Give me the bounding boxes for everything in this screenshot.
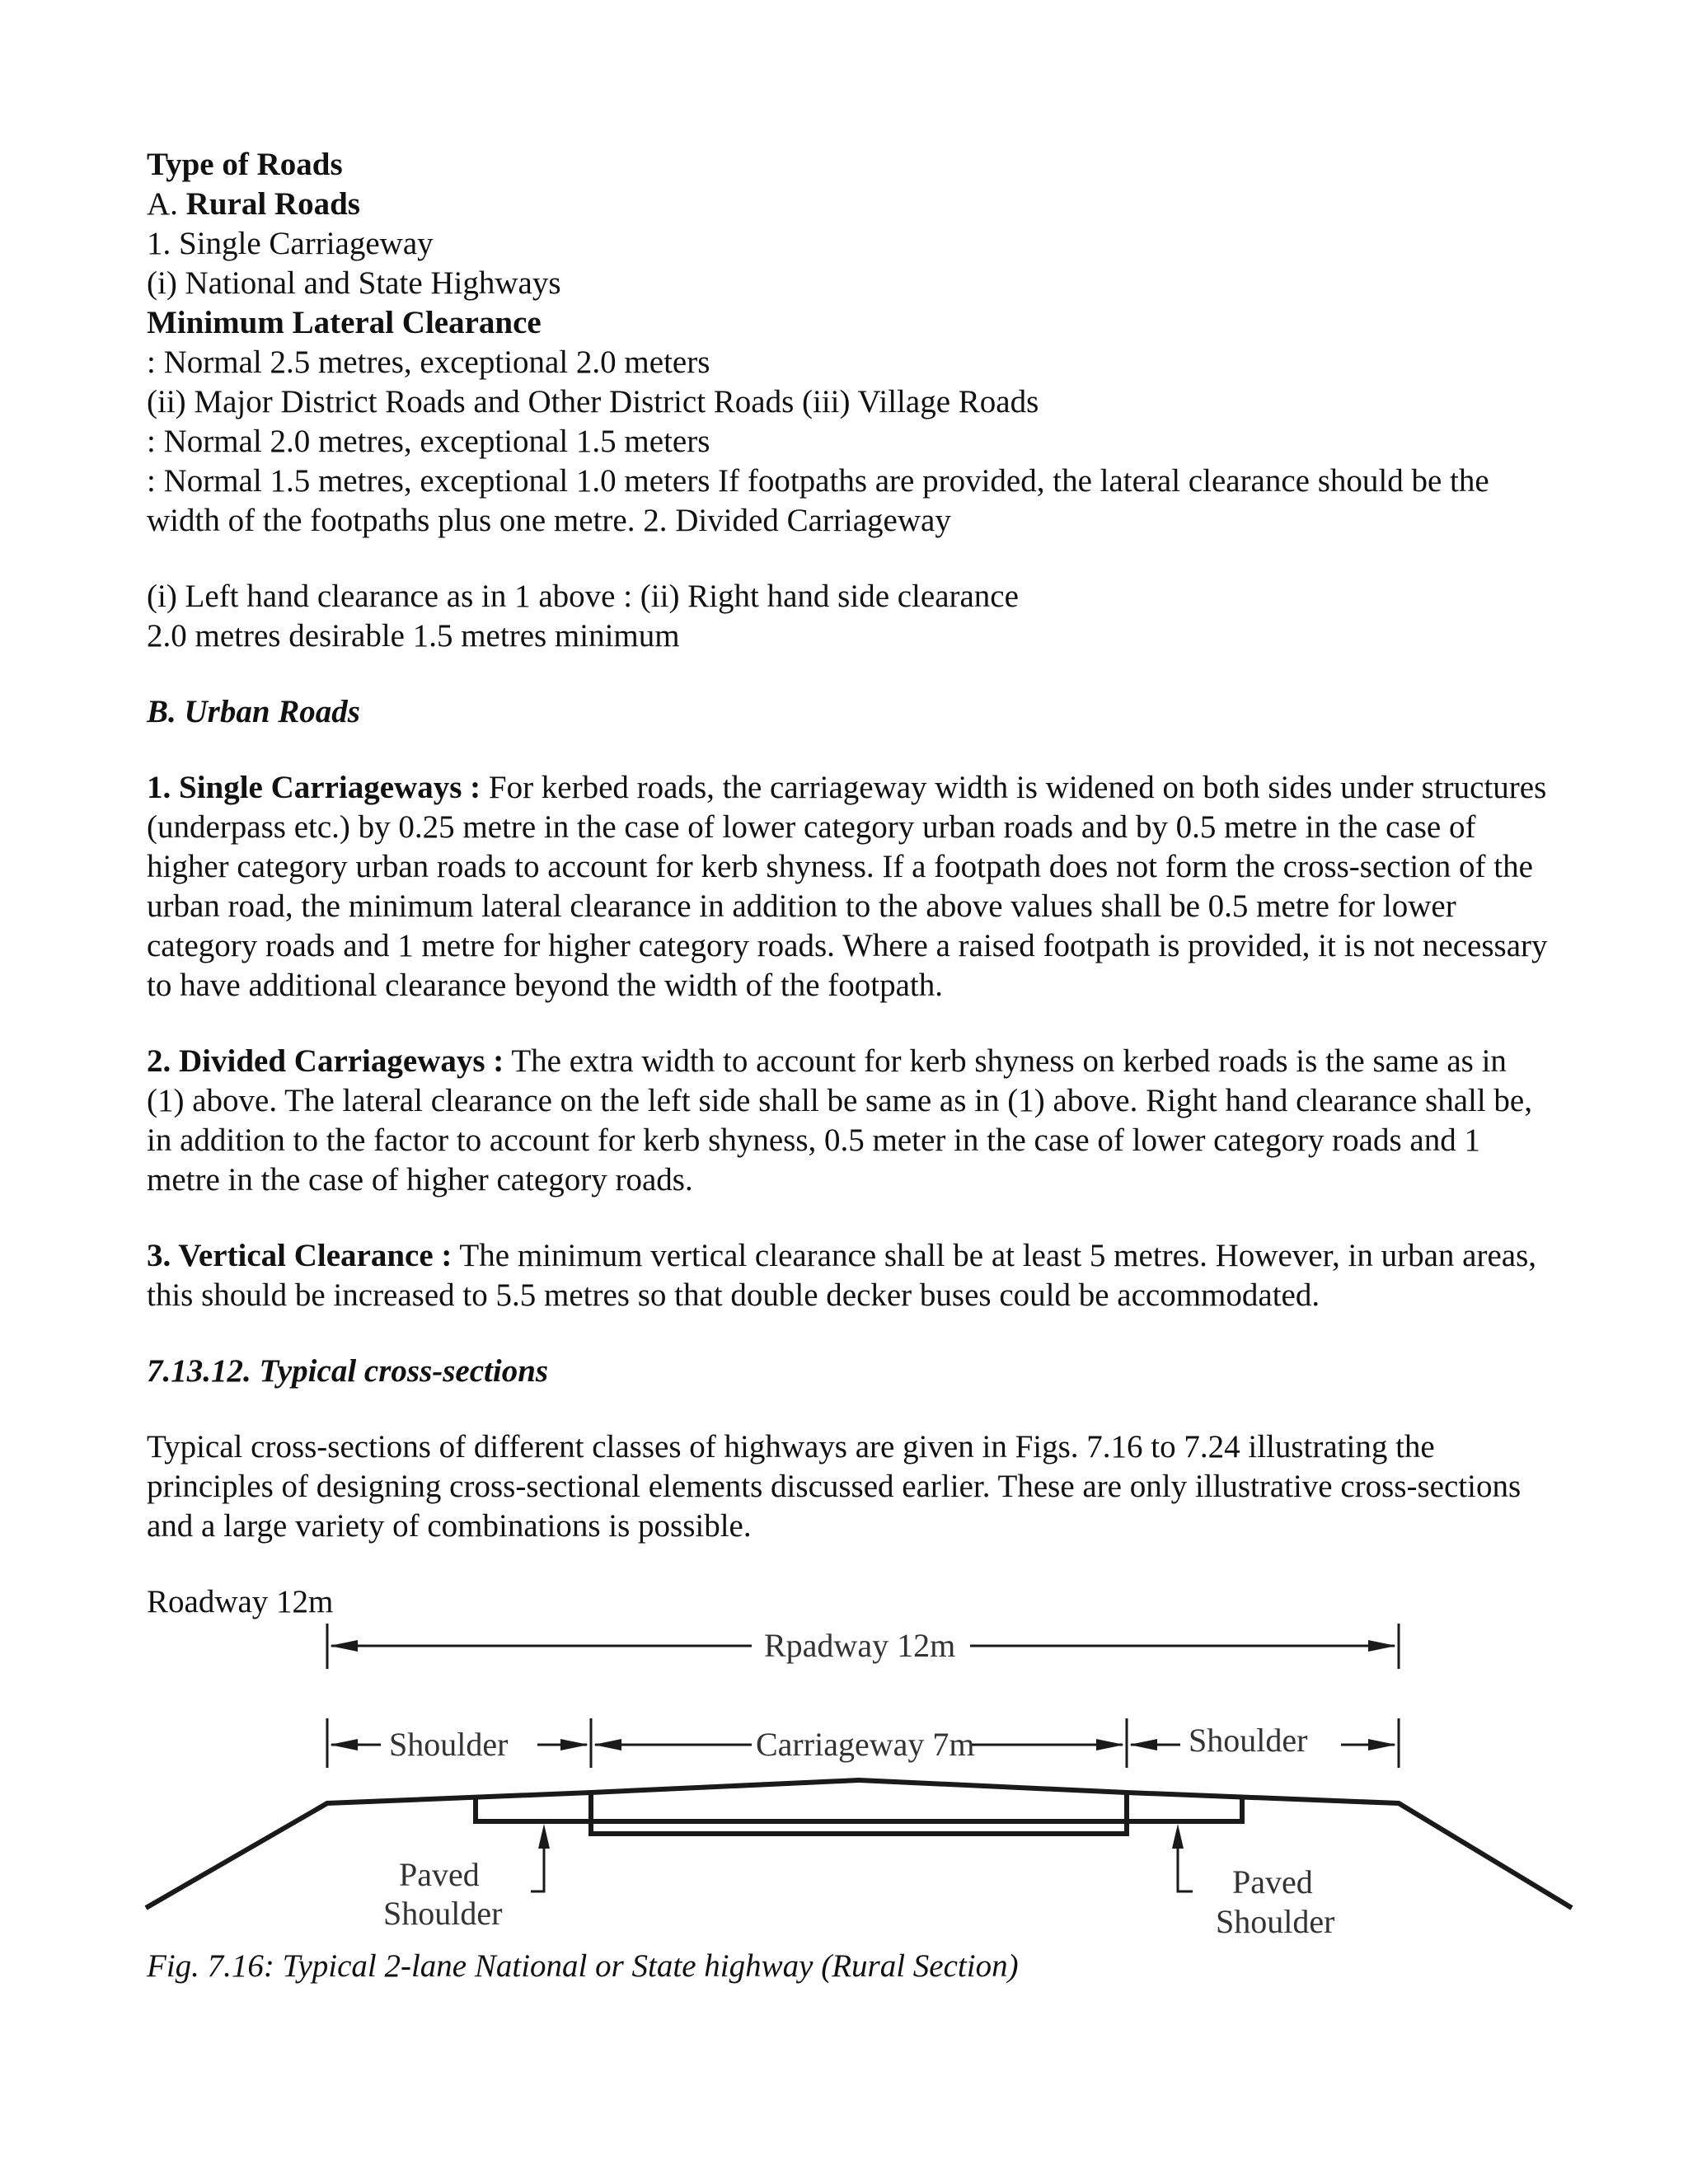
figure-caption: Fig. 7.16: Typical 2-lane National or State highway (Rural Section)	[147, 1948, 1019, 1984]
section-title: Type of Roads	[147, 147, 343, 182]
cross-section-figure	[142, 1603, 1592, 1953]
national-state-item: (i) National and State Highways	[147, 265, 561, 301]
paved-left-label: Paved	[399, 1856, 480, 1893]
left-right-clearance-text: (i) Left hand clearance as in 1 above : (ii) Right hand side clearance	[147, 579, 1019, 614]
road-profile	[146, 1780, 1572, 1908]
paved-right-label: Paved	[1232, 1863, 1313, 1900]
urban-single-paragraph: 1. Single Carriageways : For kerbed roads, the carriageway width is widened on both sides under structures (underpass etc.) by 0.25 metre in the case of lower category urban roads and by 0.5 metre in the case of higher category urban roads to account for kerb shyness. If a footpath does not form the cross-section of the urban road, the minimum lateral clearance in addition to the above values shall be 0.5 metre for lower category roads and 1 metre for higher category roads. Where a raised footpath is provided, it is not necessary to have additional clearance beyond the width of the footpath.	[147, 770, 1548, 1003]
urban-divided-paragraph: 2. Divided Carriageways : The extra width to account for kerb shyness on kerbed roads is the same as in (1) above. The lateral clearance on the left side shall be same as in (1) above. Right hand clearance shall be, in addition to the factor to account for kerb shyness, 0.5 meter in the case of lower category roads and 1 metre in the case of higher category roads.	[147, 1043, 1532, 1197]
village-clearance-text: : Normal 1.5 metres, exceptional 1.0 meters If footpaths are provided, the lateral clearance should be the width of the footpaths plus one metre. 2. Divided Carriageway	[147, 463, 1489, 538]
shoulder-right-paved-label: Shoulder	[1216, 1903, 1335, 1940]
district-village-item: (ii) Major District Roads and Other District Roads (iii) Village Roads	[147, 384, 1039, 419]
figure-label: Roadway 12m	[147, 1584, 334, 1619]
cross-sections-heading: 7.13.12. Typical cross-sections	[147, 1353, 549, 1389]
document-body	[147, 145, 1548, 1622]
shoulder-right-label: Shoulder	[1189, 1722, 1308, 1759]
single-carriageway-item: 1. Single Carriageway	[147, 226, 434, 261]
cross-section-diagram	[142, 1603, 1592, 1953]
paved-shoulder-leaders	[531, 1842, 1193, 1891]
carriageway-label: Carriageway 7m	[756, 1726, 975, 1763]
urban-roads-heading: B. Urban Roads	[147, 694, 360, 729]
min-lateral-clearance-heading: Minimum Lateral Clearance	[147, 305, 542, 340]
district-clearance-text: : Normal 2.0 metres, exceptional 1.5 meters	[147, 424, 710, 459]
vertical-clearance-paragraph: 3. Vertical Clearance : The minimum vertical clearance shall be at least 5 metres. However, in urban areas, this should be increased to 5.5 metres so that double decker buses could be accommodated.	[147, 1238, 1536, 1313]
shoulder-left-label: Shoulder	[389, 1726, 509, 1763]
right-clearance-values: 2.0 metres desirable 1.5 metres minimum	[147, 618, 680, 654]
roadway-dimension-label: Rpadway 12m	[764, 1627, 956, 1664]
shoulder-left-paved-label: Shoulder	[383, 1895, 503, 1932]
cross-sections-paragraph: Typical cross-sections of different classes of highways are given in Figs. 7.16 to 7.24 illustrating the principles of designing cross-sectional elements discussed earlier. These are only illustrative cross-sections and a large variety of combinations is possible.	[147, 1429, 1522, 1544]
nh-clearance-text: : Normal 2.5 metres, exceptional 2.0 meters	[147, 344, 710, 380]
rural-roads-heading: A. Rural Roads	[147, 186, 360, 222]
